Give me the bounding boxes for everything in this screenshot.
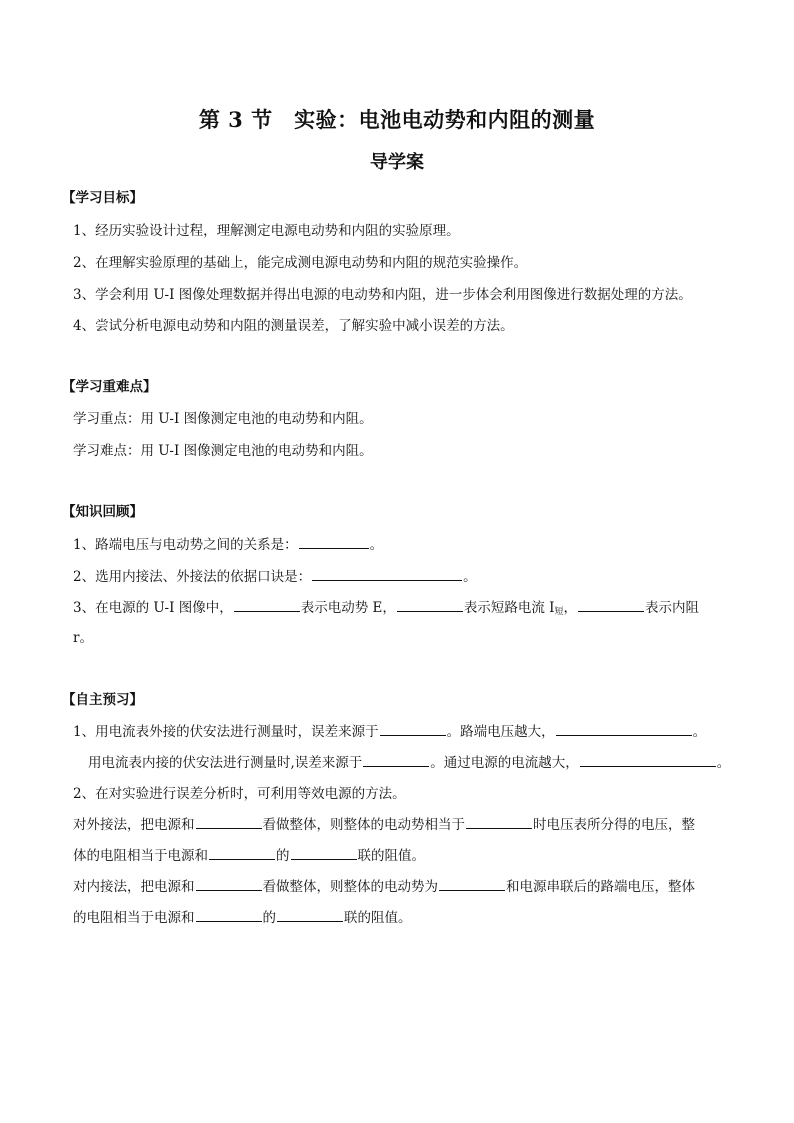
review-q1-text: 1、路端电压与电动势之间的关系是： <box>73 537 298 553</box>
answer-blank[interactable] <box>196 909 262 922</box>
goal-item-4: 4、尝试分析电源电动势和内阻的测量误差，了解实验中减小误差的方法。 <box>73 318 514 334</box>
goal-item-1: 1、经历实验设计过程，理解测定电源电动势和内阻的实验原理。 <box>73 223 460 239</box>
preview-p7-text-c: 联的阻值。 <box>344 910 412 926</box>
review-q3-cont: r。 <box>73 630 93 646</box>
section-heading-keypoints: 【学习重难点】 <box>62 379 157 395</box>
answer-blank[interactable] <box>234 599 300 612</box>
review-q1 <box>73 533 383 553</box>
preview-p3: 2、在对实验进行误差分析时，可利用等效电源的方法。 <box>73 786 406 802</box>
preview-p2-text-b: 。通过电源的电流越大， <box>430 755 579 771</box>
preview-p7-text-a: 的电阻相当于电源和 <box>73 910 195 926</box>
key-difficulty: 学习难点：用 U-I 图像测定电池的电动势和内阻。 <box>73 443 373 459</box>
preview-p5-text-a: 体的电阻相当于电源和 <box>73 848 208 864</box>
preview-p2-text-c: 。 <box>716 755 731 771</box>
preview-p7-text-b: 的 <box>262 910 276 926</box>
goal-item-3: 3、学会利用 U-I 图像处理数据并得出电源的电动势和内阻，进一步体会利用图像进行数据处理的方法。 <box>73 287 692 303</box>
preview-p4-text-a: 对外接法，把电源和 <box>73 817 195 833</box>
subscript-short: 短 <box>554 607 564 617</box>
section-heading-review: 【知识回顾】 <box>62 504 143 520</box>
answer-blank[interactable] <box>580 754 716 767</box>
preview-p7 <box>73 906 412 926</box>
answer-blank[interactable] <box>196 816 262 829</box>
preview-p4-text-c: 时电压表所分得的电压，整 <box>533 817 695 833</box>
review-q3-text-d: ， <box>563 600 578 616</box>
answer-blank[interactable] <box>556 723 692 736</box>
answer-blank[interactable] <box>578 599 644 612</box>
key-focus: 学习重点：用 U-I 图像测定电池的电动势和内阻。 <box>73 411 373 427</box>
review-q3-text-c: 表示短路电流 I <box>463 600 555 616</box>
page-title: 第 3 节 实验：电池电动势和内阻的测量 <box>198 107 596 132</box>
preview-p6 <box>73 875 695 895</box>
review-q2 <box>73 565 477 585</box>
preview-p1-text-a: 1、用电流表外接的伏安法进行测量时，误差来源于 <box>73 724 379 740</box>
answer-blank[interactable] <box>299 536 369 549</box>
answer-blank[interactable] <box>277 909 343 922</box>
preview-p6-text-b: 看做整体，则整体的电动势为 <box>262 879 438 895</box>
answer-blank[interactable] <box>209 847 275 860</box>
review-q2-text: 2、选用内接法、外接法的依据口诀是： <box>73 569 312 585</box>
review-q3-text-a: 3、在电源的 U-I 图像中， <box>73 600 233 616</box>
preview-p6-text-a: 对内接法，把电源和 <box>73 879 195 895</box>
review-q1-end: 。 <box>369 537 384 553</box>
page-subtitle: 导学案 <box>370 152 424 173</box>
preview-p6-text-c: 和电源串联后的路端电压，整体 <box>506 879 695 895</box>
answer-blank[interactable] <box>466 816 532 829</box>
review-q2-end: 。 <box>463 569 477 585</box>
goal-item-2: 2、在理解实验原理的基础上，能完成测电源电动势和内阻的规范实验操作。 <box>73 255 528 271</box>
answer-blank[interactable] <box>397 599 463 612</box>
review-q3-text-e: 表示内阻 <box>645 600 700 616</box>
answer-blank[interactable] <box>312 568 462 581</box>
answer-blank[interactable] <box>363 754 429 767</box>
preview-p1-text-c: 。 <box>692 724 707 740</box>
answer-blank[interactable] <box>439 878 505 891</box>
answer-blank[interactable] <box>196 878 262 891</box>
section-heading-preview: 【自主预习】 <box>62 692 143 708</box>
preview-p2-text-a: 用电流表内接的伏安法进行测量时,误差来源于 <box>88 755 363 771</box>
section-heading-goals: 【学习目标】 <box>62 190 143 206</box>
preview-p4-text-b: 看做整体，则整体的电动势相当于 <box>262 817 465 833</box>
preview-p2 <box>88 751 730 771</box>
review-q3 <box>73 596 699 617</box>
preview-p5-text-b: 的 <box>276 848 290 864</box>
preview-p4 <box>73 813 695 833</box>
answer-blank[interactable] <box>380 723 446 736</box>
preview-p1-text-b: 。路端电压越大， <box>446 724 555 740</box>
answer-blank[interactable] <box>291 847 357 860</box>
preview-p5-text-c: 联的阻值。 <box>357 848 425 864</box>
preview-p5 <box>73 844 425 864</box>
review-q3-text-b: 表示电动势 E， <box>300 600 396 616</box>
preview-p1 <box>73 720 706 740</box>
